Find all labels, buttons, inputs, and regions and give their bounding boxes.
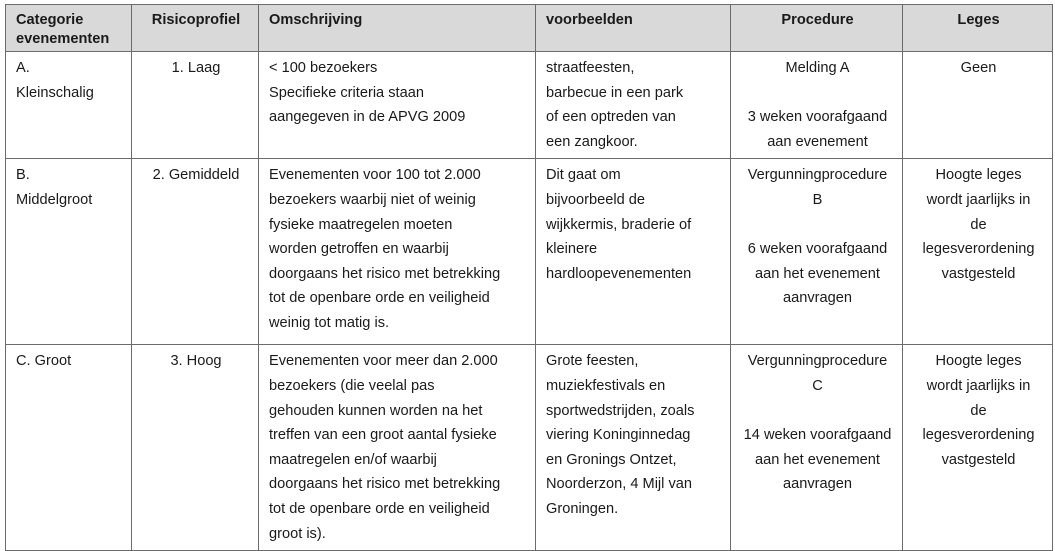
cell-procedure: Vergunningprocedure C 14 weken voorafgaand aan het evenement aanvragen	[731, 345, 903, 551]
header-leges: Leges	[903, 5, 1053, 52]
cell-procedure: Vergunningprocedure B 6 weken voorafgaand aan het evenement aanvragen	[731, 159, 903, 345]
events-table-container	[5, 4, 1053, 551]
cell-omschrijving: Evenementen voor 100 tot 2.000 bezoekers waarbij niet of weinig fysieke maatregelen moeten worden getroffen en waarbij doorgaans het risico met betrekking tot de openbare orde en veiligheid weinig tot matig is.	[259, 159, 536, 345]
header-omschrijving: Omschrijving	[259, 5, 536, 52]
cell-omschrijving: Evenementen voor meer dan 2.000 bezoekers (die veelal pas gehouden kunnen worden na het treffen van een groot aantal fysieke maatregelen en/of waarbij doorgaans het risico met betrekking tot de openbare orde en veiligheid groot is).	[259, 345, 536, 551]
table-row	[6, 345, 1053, 551]
header-categorie: Categorie evenementen	[6, 5, 132, 52]
cell-procedure: Melding A 3 weken voorafgaand aan evenement	[731, 52, 903, 159]
cell-risicoprofiel: 2. Gemiddeld	[132, 159, 259, 345]
header-voorbeelden: voorbeelden	[536, 5, 731, 52]
header-procedure: Procedure	[731, 5, 903, 52]
cell-risicoprofiel: 3. Hoog	[132, 345, 259, 551]
table-row	[6, 159, 1053, 345]
cell-voorbeelden: Dit gaat om bijvoorbeeld de wijkkermis, braderie of kleinere hardloopevenementen	[536, 159, 731, 345]
cell-categorie: C. Groot	[6, 345, 132, 551]
cell-categorie: A. Kleinschalig	[6, 52, 132, 159]
table-row	[6, 52, 1053, 159]
cell-risicoprofiel: 1. Laag	[132, 52, 259, 159]
cell-categorie: B. Middelgroot	[6, 159, 132, 345]
cell-leges: Geen	[903, 52, 1053, 159]
cell-voorbeelden: straatfeesten, barbecue in een park of een optreden van een zangkoor.	[536, 52, 731, 159]
header-row	[6, 5, 1053, 52]
cell-leges: Hoogte leges wordt jaarlijks in de legesverordening vastgesteld	[903, 159, 1053, 345]
cell-leges: Hoogte leges wordt jaarlijks in de legesverordening vastgesteld	[903, 345, 1053, 551]
cell-voorbeelden: Grote feesten, muziekfestivals en sportwedstrijden, zoals viering Koninginnedag en Gronings Ontzet, Noorderzon, 4 Mijl van Groningen.	[536, 345, 731, 551]
cell-omschrijving: < 100 bezoekers Specifieke criteria staan aangegeven in de APVG 2009	[259, 52, 536, 159]
events-table	[5, 4, 1053, 551]
header-risicoprofiel: Risicoprofiel	[132, 5, 259, 52]
